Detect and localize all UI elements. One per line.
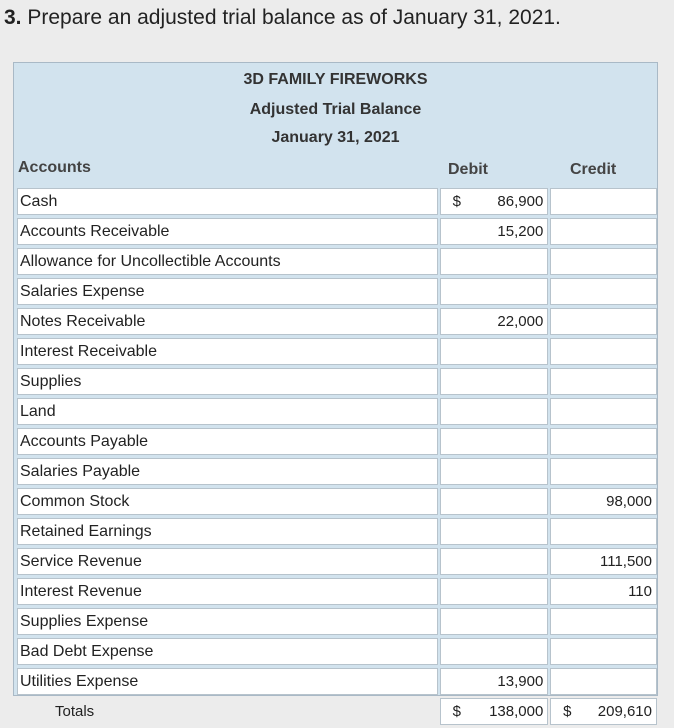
credit-input[interactable] bbox=[550, 398, 657, 425]
table-row bbox=[17, 248, 657, 275]
debit-input[interactable] bbox=[440, 338, 549, 365]
account-select[interactable] bbox=[17, 248, 438, 275]
debit-input[interactable] bbox=[440, 428, 549, 455]
credit-input[interactable] bbox=[550, 458, 657, 485]
debit-input[interactable] bbox=[440, 218, 549, 245]
account-select[interactable] bbox=[17, 338, 438, 365]
account-name: Salaries Payable bbox=[20, 462, 141, 480]
credit-input[interactable] bbox=[550, 308, 657, 335]
debit-dollar-sign: $ bbox=[452, 193, 461, 210]
debit-input[interactable] bbox=[440, 608, 549, 635]
account-select[interactable] bbox=[17, 218, 438, 245]
debit-input[interactable] bbox=[440, 458, 549, 485]
question-text bbox=[4, 6, 561, 30]
credit-input[interactable] bbox=[550, 428, 657, 455]
table-row bbox=[17, 518, 657, 545]
totals-label: Totals bbox=[55, 703, 95, 720]
debit-value: 13,900 bbox=[497, 673, 544, 690]
account-name: Cash bbox=[20, 192, 58, 210]
account-name: Retained Earnings bbox=[20, 522, 152, 540]
credit-input[interactable] bbox=[550, 218, 657, 245]
credit-input[interactable] bbox=[550, 518, 657, 545]
debit-input[interactable] bbox=[440, 488, 549, 515]
account-select[interactable] bbox=[17, 668, 438, 695]
account-name: Land bbox=[20, 402, 56, 420]
debit-input[interactable] bbox=[440, 518, 549, 545]
total-credit-dollar-sign: $ bbox=[563, 703, 572, 720]
company-name: 3D FAMILY FIREWORKS bbox=[243, 71, 428, 88]
debit-input[interactable] bbox=[440, 668, 549, 695]
table-row bbox=[17, 308, 657, 335]
account-name: Service Revenue bbox=[20, 552, 142, 570]
account-name: Bad Debt Expense bbox=[20, 642, 154, 660]
table-row bbox=[17, 188, 657, 215]
table-row bbox=[17, 578, 657, 605]
table-row bbox=[17, 428, 657, 455]
credit-input[interactable] bbox=[550, 578, 657, 605]
debit-input[interactable] bbox=[440, 638, 549, 665]
account-select[interactable] bbox=[17, 398, 438, 425]
account-name: Accounts Receivable bbox=[20, 222, 170, 240]
table-row bbox=[17, 338, 657, 365]
table-row bbox=[17, 368, 657, 395]
credit-value: 111,500 bbox=[600, 553, 652, 570]
table-row bbox=[17, 668, 657, 695]
total-debit-value: 138,000 bbox=[489, 703, 544, 720]
totals-row bbox=[17, 698, 657, 725]
debit-value: 86,900 bbox=[497, 193, 544, 210]
total-credit-value: 209,610 bbox=[597, 703, 652, 720]
table-row bbox=[17, 458, 657, 485]
credit-value: 110 bbox=[628, 583, 652, 600]
table-row bbox=[17, 278, 657, 305]
account-select[interactable] bbox=[17, 308, 438, 335]
account-select[interactable] bbox=[17, 188, 438, 215]
trial-balance-table bbox=[17, 185, 657, 728]
table-row bbox=[17, 548, 657, 575]
total-debit-dollar-sign: $ bbox=[452, 703, 461, 720]
question-number: 3. bbox=[4, 6, 22, 29]
account-name: Interest Revenue bbox=[20, 582, 142, 600]
account-select[interactable] bbox=[17, 428, 438, 455]
credit-value: 98,000 bbox=[606, 493, 652, 510]
accounts-column-header: Accounts bbox=[18, 159, 91, 176]
credit-input[interactable] bbox=[550, 668, 657, 695]
account-select[interactable] bbox=[17, 638, 438, 665]
account-select[interactable] bbox=[17, 518, 438, 545]
table-row bbox=[17, 488, 657, 515]
debit-input[interactable] bbox=[440, 278, 549, 305]
credit-column-header: Credit bbox=[570, 161, 617, 178]
credit-input[interactable] bbox=[550, 188, 657, 215]
credit-input[interactable] bbox=[550, 638, 657, 665]
account-select[interactable] bbox=[17, 608, 438, 635]
account-name: Common Stock bbox=[20, 492, 130, 510]
credit-input[interactable] bbox=[550, 368, 657, 395]
account-name: Supplies bbox=[20, 372, 82, 390]
total-debit bbox=[440, 698, 549, 725]
debit-input[interactable] bbox=[440, 248, 549, 275]
account-name: Accounts Payable bbox=[20, 432, 149, 450]
statement-date: January 31, 2021 bbox=[271, 129, 400, 146]
account-name: Interest Receivable bbox=[20, 342, 157, 360]
account-name: Supplies Expense bbox=[20, 612, 149, 630]
credit-input[interactable] bbox=[550, 608, 657, 635]
table-row bbox=[17, 218, 657, 245]
debit-value: 22,000 bbox=[497, 313, 544, 330]
question-prompt: Prepare an adjusted trial balance as of January 31, 2021. bbox=[27, 6, 561, 29]
account-name: Salaries Expense bbox=[20, 282, 145, 300]
credit-input[interactable] bbox=[550, 488, 657, 515]
total-credit bbox=[550, 698, 657, 725]
debit-input[interactable] bbox=[440, 398, 549, 425]
table-row bbox=[17, 638, 657, 665]
debit-input[interactable] bbox=[440, 548, 549, 575]
account-select[interactable] bbox=[17, 548, 438, 575]
account-select[interactable] bbox=[17, 488, 438, 515]
debit-input[interactable] bbox=[440, 578, 549, 605]
debit-input[interactable] bbox=[440, 308, 549, 335]
account-select[interactable] bbox=[17, 458, 438, 485]
debit-input[interactable] bbox=[440, 188, 549, 215]
table-row bbox=[17, 398, 657, 425]
account-name: Allowance for Uncollectible Accounts bbox=[20, 252, 281, 270]
credit-input[interactable] bbox=[550, 338, 657, 365]
credit-input[interactable] bbox=[550, 278, 657, 305]
debit-column-header: Debit bbox=[448, 161, 488, 178]
table-row bbox=[17, 608, 657, 635]
credit-input[interactable] bbox=[550, 248, 657, 275]
account-select[interactable] bbox=[17, 278, 438, 305]
statement-title: Adjusted Trial Balance bbox=[249, 101, 422, 118]
account-name: Notes Receivable bbox=[20, 312, 146, 330]
account-name: Utilities Expense bbox=[20, 672, 139, 690]
debit-input[interactable] bbox=[440, 368, 549, 395]
account-select[interactable] bbox=[17, 368, 438, 395]
trial-balance-panel bbox=[13, 62, 658, 720]
account-select[interactable] bbox=[17, 578, 438, 605]
debit-value: 15,200 bbox=[497, 223, 544, 240]
credit-input[interactable] bbox=[550, 548, 657, 575]
